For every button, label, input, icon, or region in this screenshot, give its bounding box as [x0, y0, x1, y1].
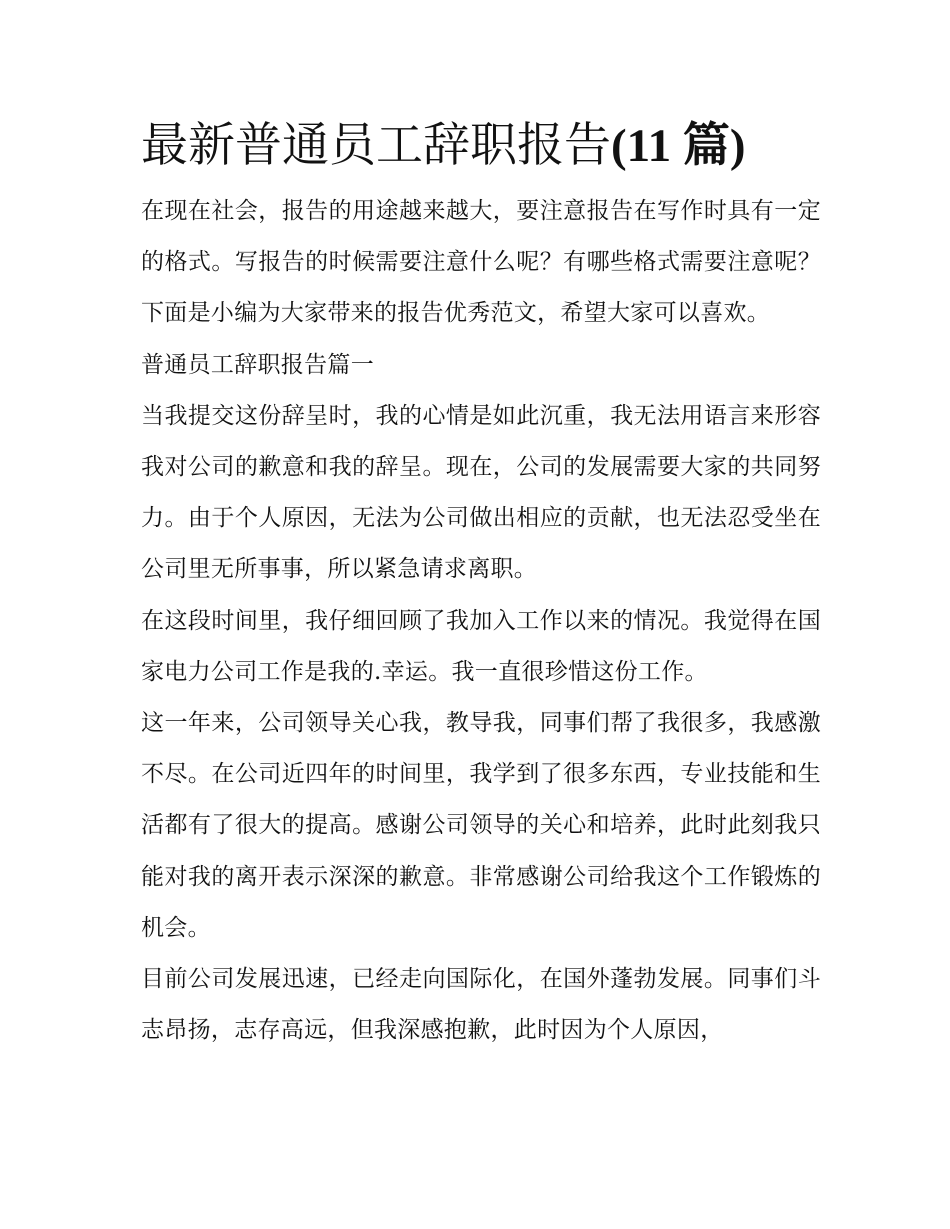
document-title — [141, 112, 821, 180]
body-paragraph: 目前公司发展迅速，已经走向国际化，在国外蓬勃发展。同事们斗志昂扬，志存高远，但我深感抱歉，此时因为个人原因， — [141, 966, 821, 1044]
document-page — [141, 112, 821, 1056]
title-paren-open: ( — [611, 120, 627, 172]
title-count: 11 — [626, 120, 672, 172]
body-paragraph: 在这段时间里，我仔细回顾了我加入工作以来的情况。我觉得在国家电力公司工作是我的.幸运。我一直很珍惜这份工作。 — [141, 607, 821, 685]
title-main: 最新普通员工辞职报告 — [141, 118, 611, 173]
intro-paragraph: 在现在社会，报告的用途越来越大，要注意报告在写作时具有一定的格式。写报告的时候需要注意什么呢？有哪些格式需要注意呢？下面是小编为大家带来的报告优秀范文，希望大家可以喜欢。 — [141, 198, 821, 327]
body-paragraph: 当我提交这份辞呈时，我的心情是如此沉重，我无法用语言来形容我对公司的歉意和我的辞呈。现在，公司的发展需要大家的共同努力。由于个人原因，无法为公司做出相应的贡献，也无法忍受坐在公司里无所事事，所以紧急请求离职。 — [141, 402, 821, 583]
title-suffix: 篇) — [671, 120, 746, 172]
section-heading: 普通员工辞职报告篇一 — [141, 351, 374, 378]
body-paragraph: 这一年来，公司领导关心我，教导我，同事们帮了我很多，我感激不尽。在公司近四年的时间里，我学到了很多东西，专业技能和生活都有了很大的提高。感谢公司领导的关心和培养，此时此刻我只能对我的离开表示深深的歉意。非常感谢公司给我这个工作锻炼的机会。 — [141, 710, 821, 941]
